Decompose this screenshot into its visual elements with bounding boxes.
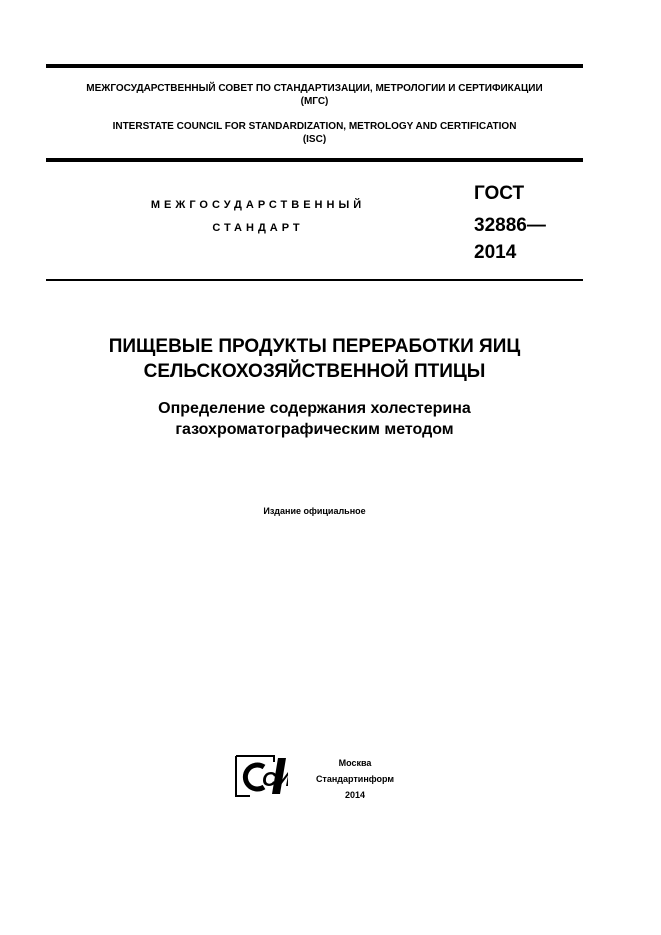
council-en-line1: INTERSTATE COUNCIL FOR STANDARDIZATION, METROLOGY AND CERTIFICATION <box>112 121 517 132</box>
council-en-line2: (ISC) <box>302 134 327 145</box>
council-ru-line2: (МГС) <box>300 96 329 107</box>
gost-number: 32886— <box>474 215 546 236</box>
standard-type-line1: МЕЖГОСУДАРСТВЕННЫЙ <box>150 199 366 211</box>
publisher-name: Стандартинформ <box>315 774 395 784</box>
title-line2: СЕЛЬСКОХОЗЯЙСТВЕННОЙ ПТИЦЫ <box>143 361 486 382</box>
designation-bottom-rule <box>46 279 583 281</box>
publisher-info <box>305 755 405 803</box>
top-rule <box>46 64 583 68</box>
subtitle-line2: газохроматографическим методом <box>175 421 454 438</box>
standartinform-logo-icon <box>234 754 288 798</box>
council-name-ru <box>46 82 583 108</box>
document-title <box>46 334 583 384</box>
publisher-year: 2014 <box>344 790 366 800</box>
council-name-en <box>46 120 583 146</box>
subtitle-line1: Определение содержания холестерина <box>158 400 471 417</box>
gost-year: 2014 <box>474 242 517 263</box>
gost-label: ГОСТ <box>474 183 525 204</box>
standard-type-line2: СТАНДАРТ <box>212 222 304 234</box>
edition-label: Издание официальное <box>263 506 366 516</box>
publisher-city: Москва <box>338 758 372 768</box>
document-subtitle <box>46 398 583 440</box>
svg-text:СИ: СИ <box>262 769 288 791</box>
council-ru-line1: МЕЖГОСУДАРСТВЕННЫЙ СОВЕТ ПО СТАНДАРТИЗАЦИИ, МЕТРОЛОГИИ И СЕРТИФИКАЦИИ <box>86 83 543 94</box>
title-line1: ПИЩЕВЫЕ ПРОДУКТЫ ПЕРЕРАБОТКИ ЯИЦ <box>108 336 521 357</box>
header-bottom-rule <box>46 158 583 162</box>
